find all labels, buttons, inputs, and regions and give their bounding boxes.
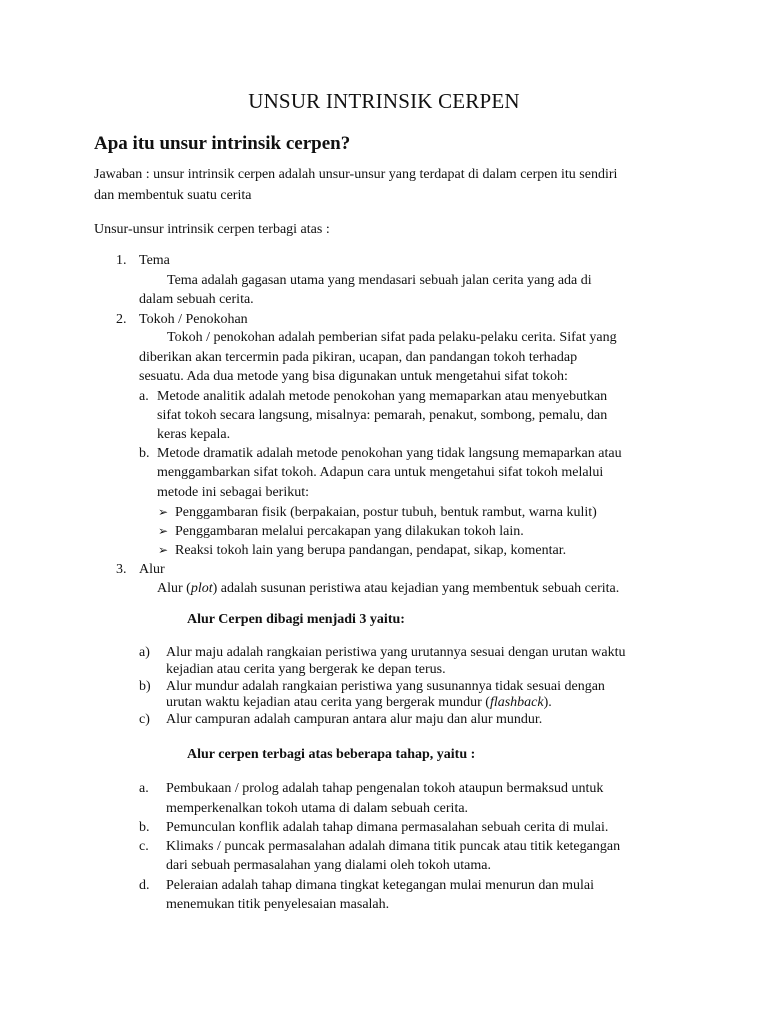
stage-b-line-1: Pemunculan konflik adalah tahap dimana permasalahan sebuah cerita di mulai.: [166, 820, 609, 835]
page-title: UNSUR INTRINSIK CERPEN: [248, 89, 520, 113]
arrow-bullet-icon: ➢: [158, 543, 169, 557]
stage-d-line-1: Peleraian adalah tahap dimana tingkat ketegangan mulai menurun dan mulai: [166, 878, 595, 893]
arrow-bullet-icon: ➢: [158, 505, 169, 519]
method-a-line-3: keras kepala.: [157, 427, 231, 442]
stage-a-marker: a.: [139, 781, 149, 796]
intro-text: Unsur-unsur intrinsik cerpen terbagi atas :: [94, 222, 330, 237]
plot-term: plot: [190, 581, 213, 596]
alur-type-b-marker: b): [139, 679, 151, 694]
alur-desc: Alur (plot) adalah susunan peristiwa atau kejadian yang membentuk sebuah cerita.: [157, 581, 620, 596]
bullet-reaksi: [158, 540, 566, 561]
item-2-label: Tokoh / Penokohan: [139, 312, 248, 327]
tokoh-desc-1: Tokoh / penokohan adalah pemberian sifat pada pelaku-pelaku cerita. Sifat yang: [167, 330, 617, 345]
method-b-line-3: metode ini sebagai berikut:: [157, 485, 310, 500]
stage-a-line-2: memperkenalkan tokoh utama di dalam sebuah cerita.: [166, 801, 469, 816]
bullet-reaksi-text: Reaksi tokoh lain yang berupa pandangan, pendapat, sikap, komentar.: [175, 543, 567, 558]
stage-c-line-2: dari sebuah permasalahan yang dialami oleh tokoh utama.: [166, 858, 492, 873]
item-3-label: Alur: [139, 562, 165, 577]
stage-d-line-2: menemukan titik penyelesaian masalah.: [166, 897, 390, 912]
tokoh-desc-2: diberikan akan tercermin pada pikiran, ucapan, dan pandangan tokoh terhadap: [139, 350, 578, 365]
tema-desc-2: dalam sebuah cerita.: [139, 292, 254, 307]
alur-type-a-line-1: Alur maju adalah rangkaian peristiwa yang urutannya sesuai dengan urutan waktu: [166, 645, 626, 660]
alur-type-c-line-1: Alur campuran adalah campuran antara alur maju dan alur mundur.: [166, 712, 543, 727]
method-a-marker: a.: [139, 389, 149, 404]
alur-types-heading: Alur Cerpen dibagi menjadi 3 yaitu:: [187, 612, 405, 627]
item-1-number: 1.: [116, 253, 127, 268]
method-a-line-2: sifat tokoh secara langsung, misalnya: pemarah, penakut, sombong, pemalu, dan: [157, 408, 608, 423]
stage-a-line-1: Pembukaan / prolog adalah tahap pengenalan tokoh ataupun bermaksud untuk: [166, 781, 604, 796]
method-b-line-1: Metode dramatik adalah metode penokohan yang tidak langsung memaparkan atau: [157, 446, 622, 461]
alur-type-b-line-1: Alur mundur adalah rangkaian peristiwa yang susunannya tidak sesuai dengan: [166, 679, 605, 694]
bullet-fisik: [158, 502, 597, 523]
method-b-line-2: menggambarkan sifat tokoh. Adapun cara untuk mengetahui sifat tokoh melalui: [157, 465, 604, 480]
question-heading: Apa itu unsur intrinsik cerpen?: [94, 133, 351, 154]
alur-type-b-line-2: urutan waktu kejadian atau cerita yang bergerak mundur (flashback).: [166, 695, 552, 710]
bullet-fisik-text: Penggambaran fisik (berpakaian, postur tubuh, bentuk rambut, warna kulit): [175, 505, 597, 520]
alur-type-c-marker: c): [139, 712, 150, 727]
tema-desc-1: Tema adalah gagasan utama yang mendasari sebuah jalan cerita yang ada di: [167, 273, 592, 288]
flashback-term: flashback: [489, 695, 544, 710]
alur-stages-heading: Alur cerpen terbagi atas beberapa tahap, yaitu :: [187, 747, 476, 762]
stage-c-line-1: Klimaks / puncak permasalahan adalah dimana titik puncak atau titik ketegangan: [166, 839, 621, 854]
stage-c-marker: c.: [139, 839, 149, 854]
stage-d-marker: d.: [139, 878, 150, 893]
item-3-number: 3.: [116, 562, 127, 577]
alur-type-a-line-2: kejadian atau cerita yang bergerak ke depan terus.: [166, 662, 446, 677]
alur-type-a-marker: a): [139, 645, 150, 660]
item-2-number: 2.: [116, 312, 127, 327]
method-b-marker: b.: [139, 446, 150, 461]
method-a-line-1: Metode analitik adalah metode penokohan yang memaparkan atau menyebutkan: [157, 389, 608, 404]
bullet-percakapan-text: Penggambaran melalui percakapan yang dilakukan tokoh lain.: [175, 524, 524, 539]
answer-line-2: dan membentuk suatu cerita: [94, 188, 252, 203]
item-1-label: Tema: [139, 253, 170, 268]
answer-line-1: Jawaban : unsur intrinsik cerpen adalah unsur-unsur yang terdapat di dalam cerpen itu sendiri: [94, 167, 618, 182]
stage-b-marker: b.: [139, 820, 150, 835]
tokoh-desc-3: sesuatu. Ada dua metode yang bisa digunakan untuk mengetahui sifat tokoh:: [139, 369, 568, 384]
bullet-percakapan: [158, 521, 524, 542]
arrow-bullet-icon: ➢: [158, 524, 169, 538]
